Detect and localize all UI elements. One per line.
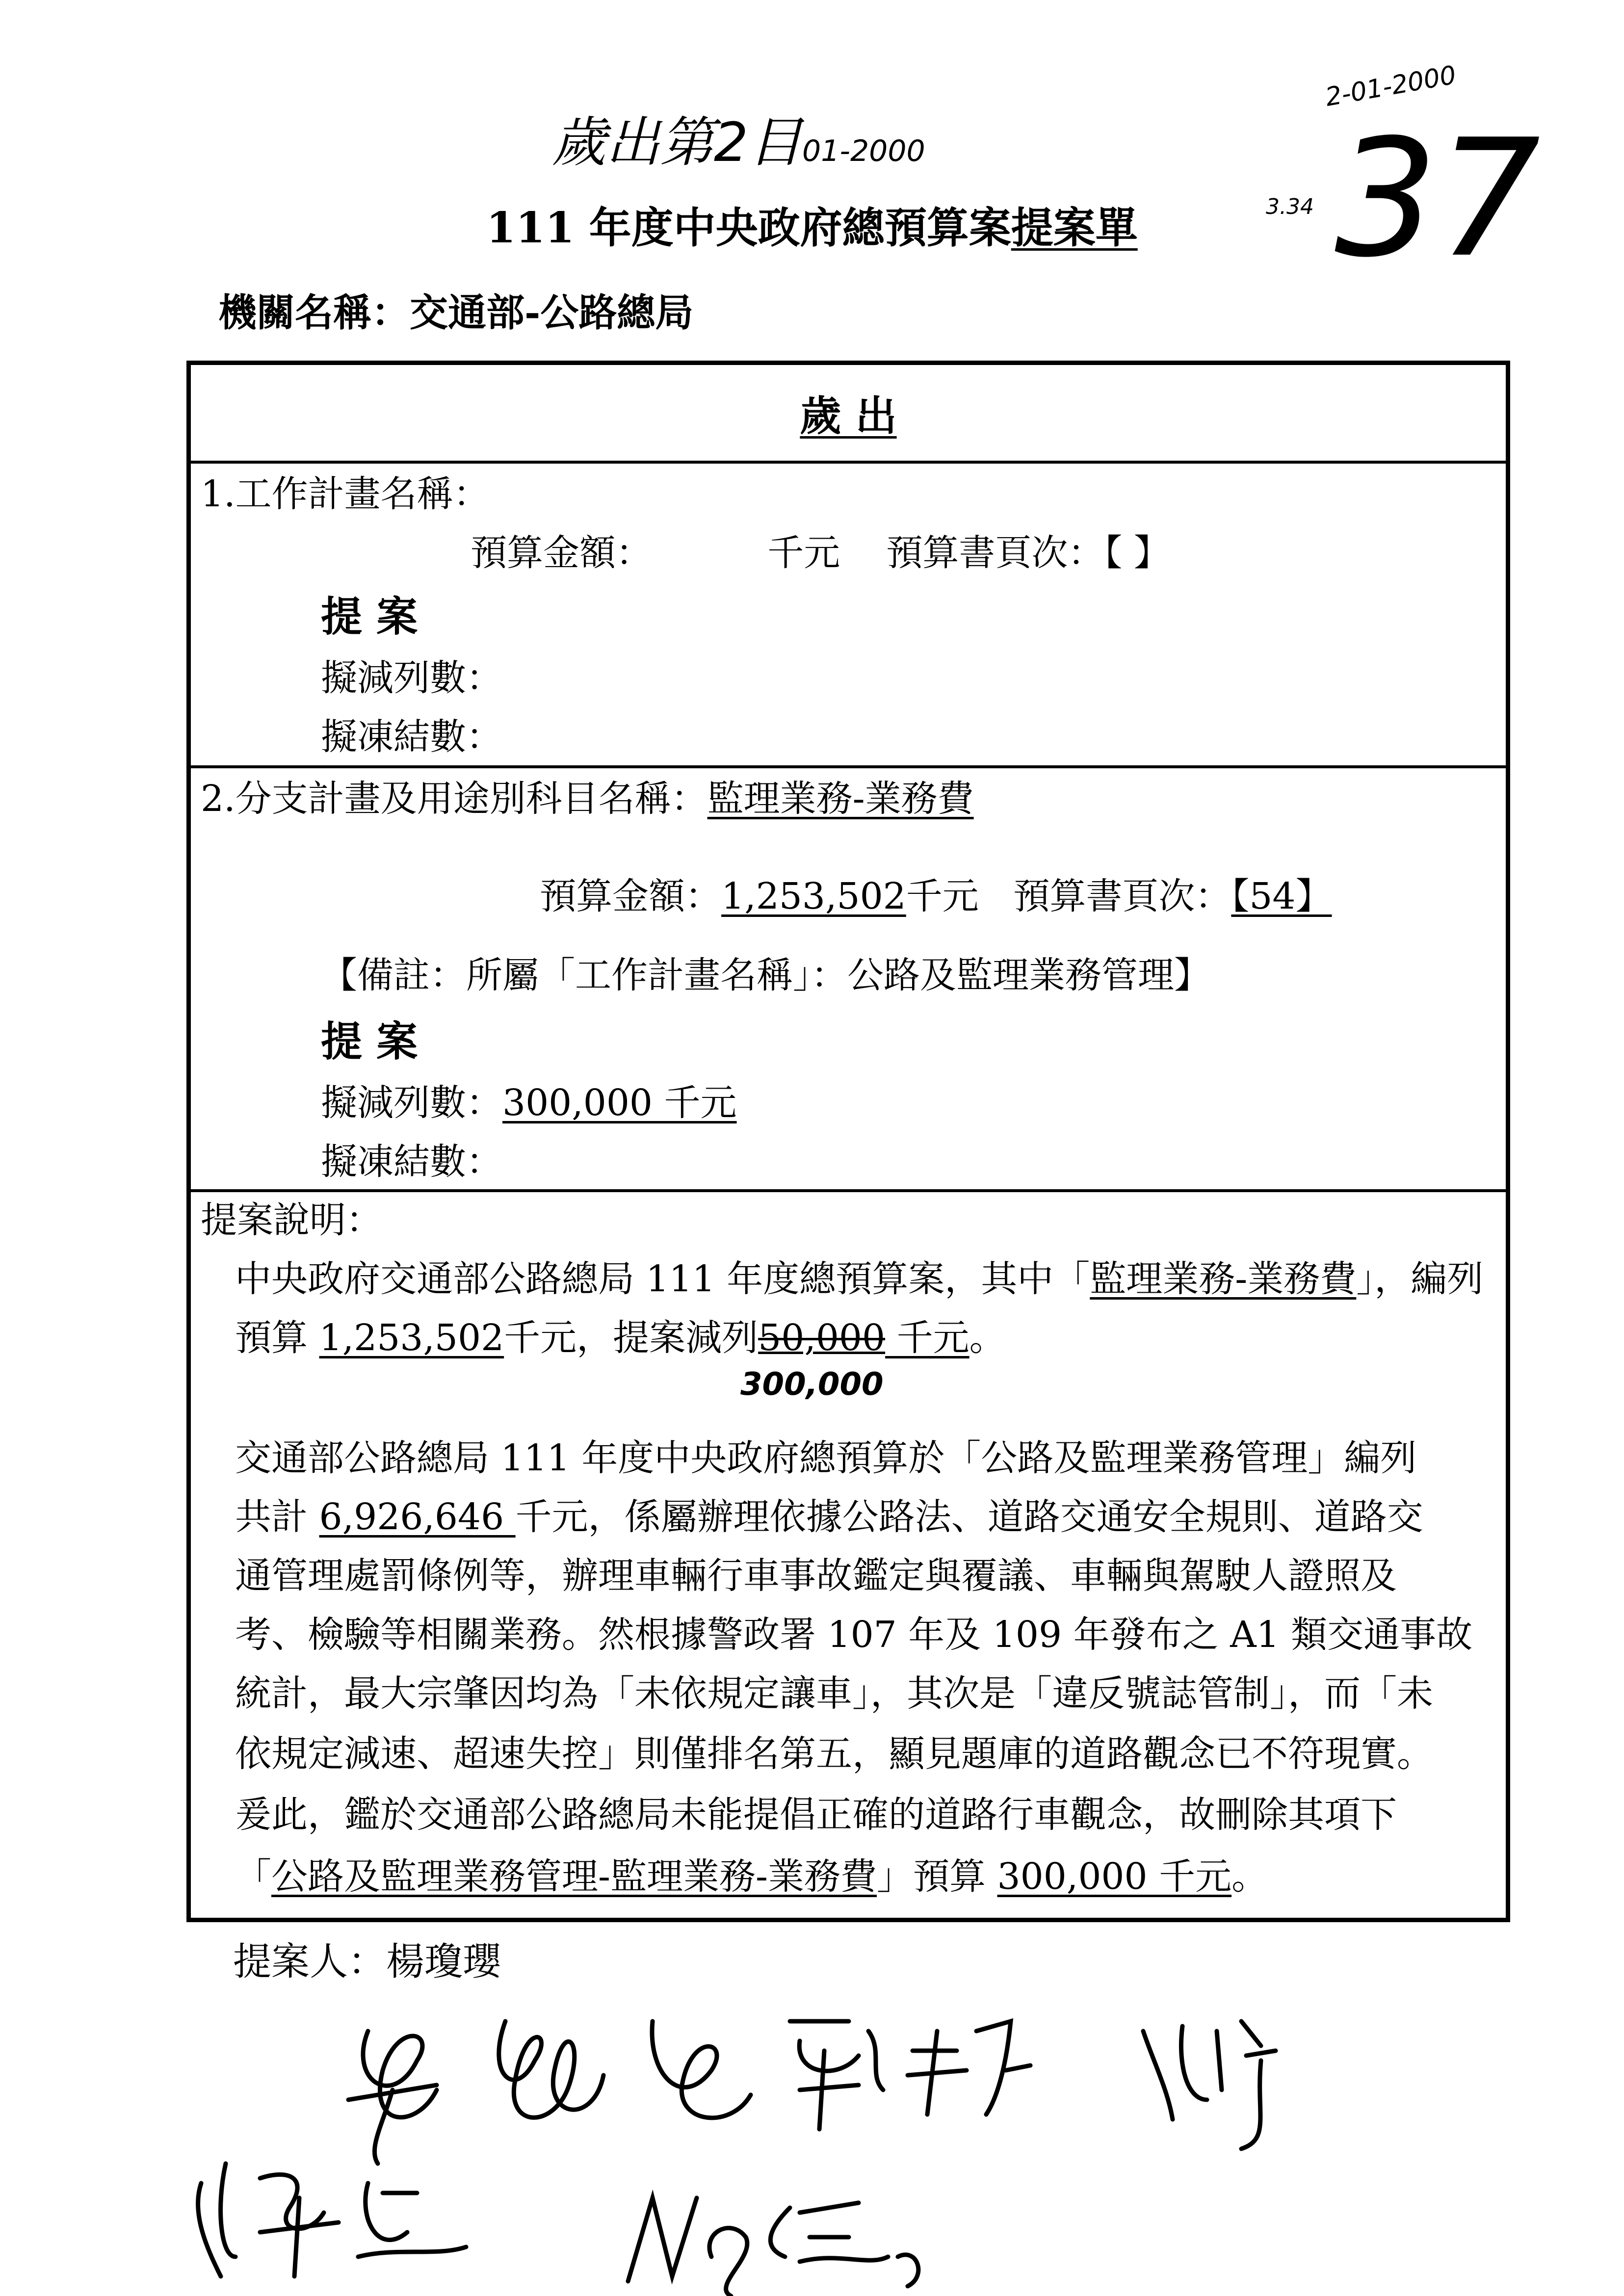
budget-value: 1,253,502 xyxy=(721,875,906,917)
signature-fu xyxy=(198,2164,466,2276)
budget-line: 預算金額： 千元 預算書頁次：【 】 xyxy=(471,532,1170,574)
text: 。 xyxy=(1231,1855,1268,1898)
paragraph-line: 統計，最大宗肇因均為「未依規定讓車」，其次是「違反號誌管制」，而「未 xyxy=(235,1672,1433,1715)
budget-label: 預算金額： xyxy=(540,875,722,917)
corner-number: 37 xyxy=(1335,104,1541,293)
paragraph-line xyxy=(235,1855,1268,1898)
signatures-image xyxy=(162,2002,1388,2296)
section-2 xyxy=(191,768,1506,1192)
explanation-label: 提案說明： xyxy=(201,1199,382,1241)
handwritten-code: 01-2000 xyxy=(802,134,925,168)
paragraph-line xyxy=(235,1317,1006,1359)
branch-plan-line xyxy=(201,778,974,820)
freeze-label: 擬凍結數： xyxy=(321,1141,502,1183)
text: 。 xyxy=(969,1317,1006,1359)
text-underlined: 監理業務-業務費 xyxy=(1090,1258,1357,1300)
handwritten-correction: 300,000 xyxy=(740,1366,884,1403)
text-underlined: 公路及監理業務管理-監理業務-業務費 xyxy=(271,1855,877,1898)
page-value: 【54】 xyxy=(1231,875,1332,917)
paragraph-line: 考、檢驗等相關業務。然根據警政署 107 年及 109 年發布之 A1 類交通事故 xyxy=(235,1614,1473,1656)
signature-5 xyxy=(1143,2021,1276,2149)
text: 預算 xyxy=(235,1317,319,1359)
title-text: 111 年度中央政府總預算案 xyxy=(486,203,1011,253)
proposer: 提案人：楊瓊瓔 xyxy=(233,1940,501,1984)
document-title xyxy=(0,194,1624,255)
text: 共計 xyxy=(235,1496,319,1538)
table-heading xyxy=(191,365,1506,464)
reduce-line xyxy=(321,1082,737,1124)
reduce-value: 300,000 千元 xyxy=(502,1082,737,1124)
text: 中央政府交通部公路總局 111 年度總預算案，其中「 xyxy=(235,1258,1090,1300)
section-3-explanation xyxy=(191,1192,1506,1918)
paragraph-line xyxy=(235,1258,1484,1300)
paragraph-line: 通管理處罰條例等，辦理車輛行車事故鑑定與覆議、車輛與駕駛人證照及 xyxy=(235,1555,1397,1597)
proposal-heading: 提 案 xyxy=(321,592,418,641)
paragraph-line: 爰此，鑑於交通部公路總局未能提倡正確的道路行車觀念，故刪除其項下 xyxy=(235,1794,1397,1836)
signature-3 xyxy=(652,2021,751,2118)
branch-plan-value: 監理業務-業務費 xyxy=(707,778,974,820)
text: 」，編列 xyxy=(1356,1258,1484,1300)
freeze-label: 擬凍結數： xyxy=(321,716,502,758)
corner-small-number: 3.34 xyxy=(1266,194,1314,219)
text: 千元，係屬辦理依據公路法、道路交通安全規則、道路交 xyxy=(515,1496,1423,1538)
text-underlined: 1,253,502 xyxy=(319,1317,504,1359)
proposal-table xyxy=(186,361,1510,1922)
budget-line xyxy=(471,842,1362,951)
branch-plan-label: 2.分支計畫及用途別科目名稱： xyxy=(201,778,707,820)
reduce-label: 擬減列數： xyxy=(321,657,502,699)
struck-amount: 50,000 xyxy=(758,1317,886,1359)
paragraph-line xyxy=(235,1496,1423,1538)
heading-text: 歲 出 xyxy=(800,391,897,440)
signature-2 xyxy=(499,2021,603,2117)
signature-zheng xyxy=(790,2021,1030,2129)
text-underlined: 千元 xyxy=(885,1317,969,1359)
text-underlined: 6,926,646 xyxy=(319,1496,516,1538)
remark: 【備註：所屬「工作計畫名稱」：公路及監理業務管理】 xyxy=(321,954,1210,996)
reduce-label: 擬減列數： xyxy=(321,1082,502,1124)
paragraph-line: 依規定減速、超速失控」則僅排名第五，顯見題庫的道路觀念已不符現實。 xyxy=(235,1733,1433,1775)
section-1 xyxy=(191,464,1506,768)
text: 千元，提案減列 xyxy=(504,1317,759,1359)
signature-7 xyxy=(628,2198,918,2296)
text: 「 xyxy=(235,1855,271,1898)
proposal-heading: 提 案 xyxy=(321,1017,418,1066)
handwritten-label: 歲出第2目 xyxy=(552,111,802,174)
agency-name: 機關名稱：交通部-公路總局 xyxy=(218,290,694,335)
text: 」預算 xyxy=(877,1855,997,1898)
handwritten-item-label xyxy=(552,113,925,172)
title-underlined: 提案單 xyxy=(1011,203,1138,253)
paragraph-line: 交通部公路總局 111 年度中央政府總預算於「公路及監理業務管理」編列 xyxy=(235,1437,1417,1479)
text-underlined: 300,000 千元 xyxy=(997,1855,1232,1898)
signature-1 xyxy=(348,2031,437,2164)
corner-code: 2-01-2000 xyxy=(1323,60,1459,112)
budget-unit: 千元 預算書頁次： xyxy=(906,875,1231,917)
plan-name-label: 1.工作計畫名稱： xyxy=(201,473,490,515)
